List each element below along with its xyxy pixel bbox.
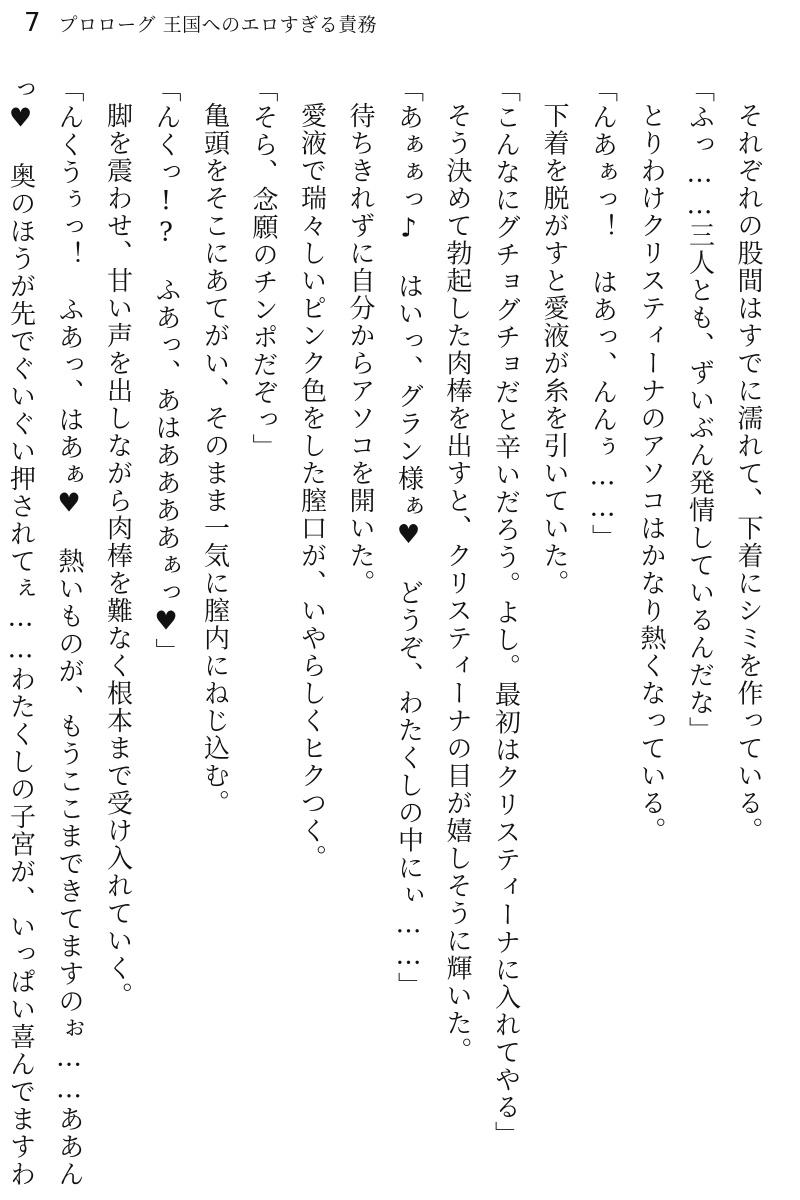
text-line: 下着を脱がすと愛液が糸を引いていた。	[539, 102, 569, 597]
text-line: それぞれの股間はすでに濡れて、下着にシミを作っている。	[733, 102, 763, 845]
text-line: とりわけクリスティーナのアソコはかなり熱くなっている。	[636, 102, 666, 845]
text-line: 「んくうぅっ！ ふあっ、はあぁ♥ 熱いものが、もうここまできてますのぉ……ああん	[54, 76, 84, 1188]
text-line: 脚を震わせ、甘い声を出しながら肉棒を難なく根本まで受け入れていく。	[102, 102, 133, 1010]
text-line: 「んくっ!? ふあっ、あはああああぁっ♥」	[151, 76, 181, 666]
chapter-title: プロローグ 王国へのエロすぎる責務	[58, 14, 378, 36]
vertical-body-text	[5, 76, 772, 1188]
text-line: 「こんなにグチョグチョだと辛いだろう。よし。最初はクリスティーナに入れてやる」	[490, 76, 521, 1149]
running-head	[24, 8, 377, 38]
text-line: 「ふっ……三人とも、ずいぶん発情しているんだな」	[684, 76, 715, 744]
page-number: 7	[24, 8, 41, 38]
text-line: っ♥ 奥のほうが先でぐいぐい押されてぇ……わたくしの子宮が、いっぱい喜んでますわ	[5, 76, 36, 1188]
text-line: 「そら、念願のチンポだぞっ」	[248, 76, 278, 461]
text-line: 亀頭をそこにあてがい、そのまま一気に膣内にねじ込む。	[199, 102, 230, 817]
text-line: 「あぁぁっ♪ はいっ、グラン様ぁ♥ どうぞ、わたくしの中にぃ……」	[393, 76, 424, 1000]
text-line: 「んあぁっ！ はあっ、んんぅ……」	[587, 76, 618, 552]
text-line: そう決めて勃起した肉棒を出すと、クリスティーナの目が嬉しそうに輝いた。	[442, 102, 472, 1065]
text-line: 待ちきれずに自分からアソコを開いた。	[345, 102, 375, 597]
text-line: 愛液で瑞々しいピンク色をした膣口が、いやらしくヒクつく。	[296, 102, 327, 872]
